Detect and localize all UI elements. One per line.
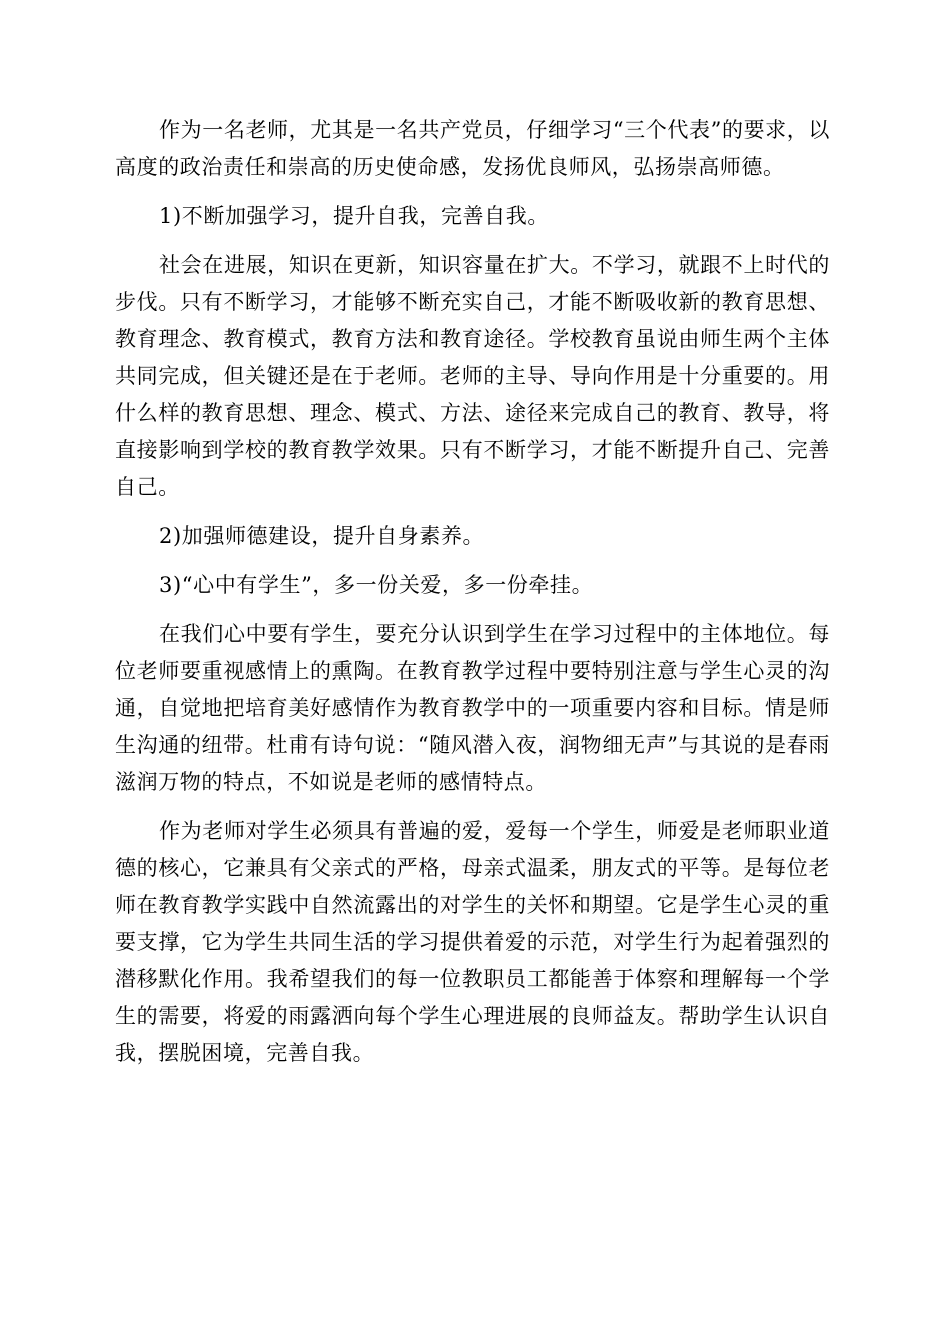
paragraph-students-in-heart: 在我们心中要有学生，要充分认识到学生在学习过程中的主体地位。每位老师要重视感情上的熏陶。在教育教学过程中要特别注意与学生心灵的沟通，自觉地把培育美好感情作为教育教学中的一项重要内容和目标。情是师生沟通的纽带。杜甫有诗句说：“随风潜入夜，润物细无声”与其说的是春雨滋润万物的特点，不如说是老师的感情特点。 [115,622,830,794]
paragraph-learning: 社会在进展，知识在更新，知识容量在扩大。不学习，就跟不上时代的步伐。只有不断学习，才能够不断充实自己，才能不断吸收新的教育思想、教育理念、教育模式，教育方法和教育途径。学校教育虽说由师生两个主体共同完成，但关键还是在于老师。老师的主导、导向作用是十分重要的。用什么样的教育思想、理念、模式、方法、途径来完成自己的教育、教导，将直接影响到学校的教育教学效果。只有不断学习，才能不断提升自己、完善自己。 [115,253,830,499]
section-heading-1: 1)不断加强学习，提升自我，完善自我。 [159,204,549,228]
section-heading-3: 3)“心中有学生”，多一份关爱，多一份牵挂。 [159,573,594,597]
section-heading-2: 2)加强师德建设，提升自身素养。 [159,524,485,548]
paragraph-teacher-love: 作为老师对学生必须具有普遍的爱，爱每一个学生，师爱是老师职业道德的核心，它兼具有父亲式的严格，母亲式温柔，朋友式的平等。是每位老师在教育教学实践中自然流露出的对学生的关怀和期望。它是学生心灵的重要支撑，它为学生共同生活的学习提供着爱的示范，对学生行为起着强烈的潜移默化作用。我希望我们的每一位教职员工都能善于体察和理解每一个学生的需要，将爱的雨露洒向每个学生心理进展的良师益友。帮助学生认识自我，摆脱困境，完善自我。 [115,819,830,1065]
paragraph-intro: 作为一名老师，尤其是一名共产党员，仔细学习“三个代表”的要求，以高度的政治责任和崇高的历史使命感，发扬优良师风，弘扬崇高师德。 [115,118,830,179]
document-body [115,112,830,1084]
